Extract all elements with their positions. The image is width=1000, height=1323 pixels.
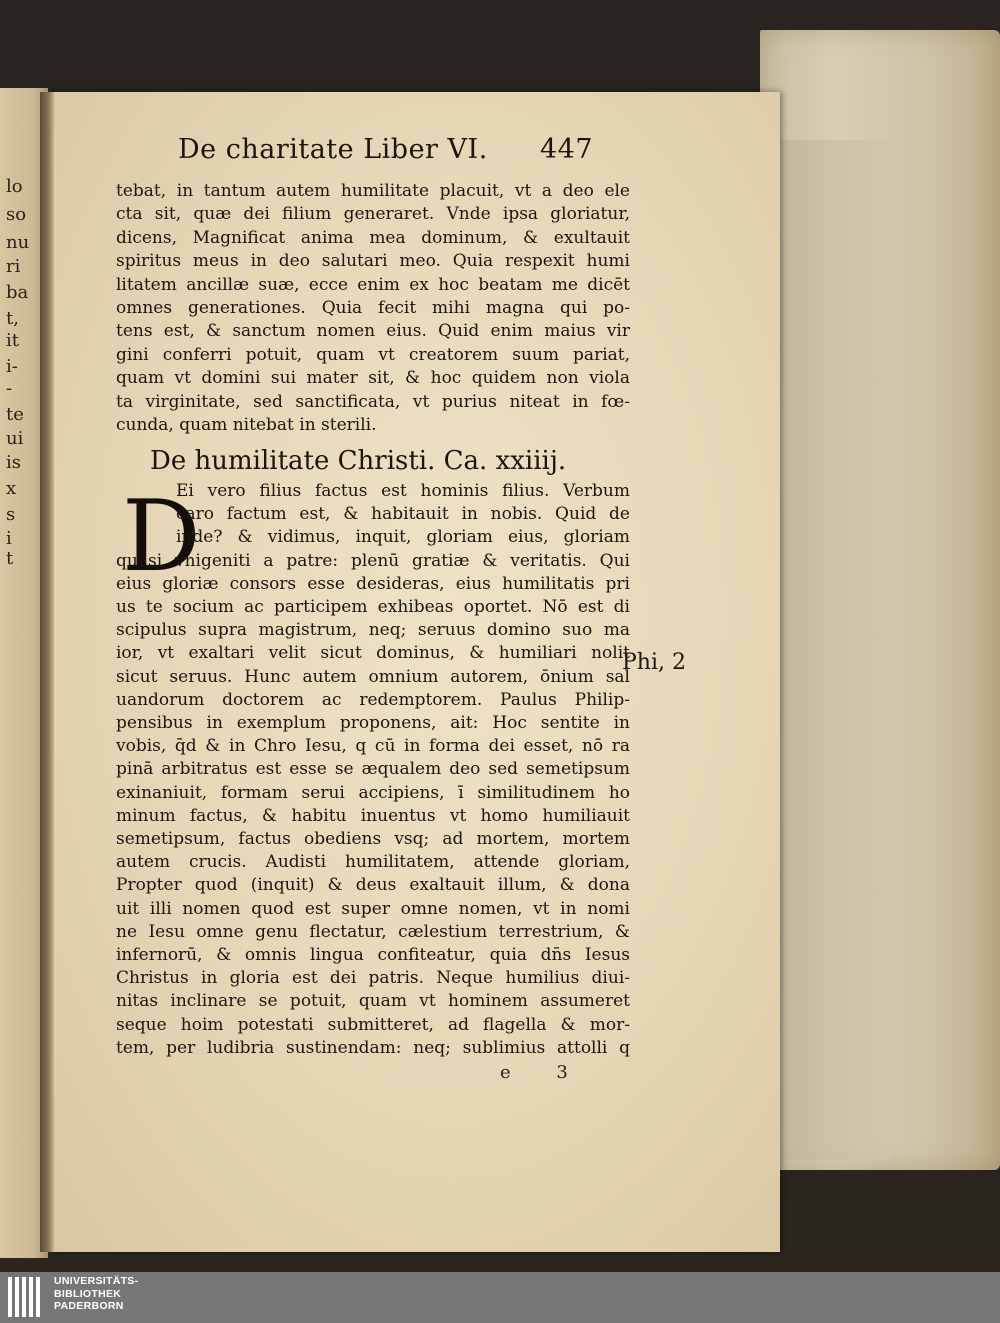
left-page-fragment: lo	[6, 176, 23, 197]
text-line: gini conferri potuit, quam vt creatorem suum pariat,	[116, 344, 630, 365]
left-page-fragment: it	[6, 330, 19, 351]
text-line: exinaniuit, formam serui accipiens, ī similitudinem ho	[116, 782, 630, 803]
left-page-fragment: te	[6, 404, 24, 425]
logo-line-1: UNIVERSITÄTS-	[54, 1275, 139, 1287]
running-header	[178, 134, 608, 165]
library-logo-icon	[8, 1277, 48, 1317]
marginal-reference: Phi, 2	[622, 650, 686, 675]
logo-line-3: PADERBORN	[54, 1300, 124, 1312]
folio-number: 447	[540, 134, 594, 165]
text-line: Christus in gloria est dei patris. Neque humilius diui-	[116, 968, 630, 989]
lower-text-block	[116, 480, 630, 1060]
text-line: nitas inclinare se potuit, quam vt hominem assumeret	[116, 991, 630, 1012]
left-page-fragment: is	[6, 452, 21, 473]
text-line: eius gloriæ consors esse desideras, eius humilitatis pri	[116, 573, 630, 594]
text-line: ne Iesu omne genu flectatur, cælestium terrestrium, &	[116, 921, 630, 942]
signature-mark: e 3	[500, 1062, 588, 1083]
text-line: scipulus supra magistrum, neq; seruus domino suo ma	[116, 620, 630, 641]
text-line: uandorum doctorem ac redemptorem. Paulus Philip-	[116, 689, 630, 710]
drop-cap-initial: D	[122, 480, 201, 594]
left-page-fragment: so	[6, 204, 27, 225]
left-page-fragment: ui	[6, 428, 24, 449]
running-title: De charitate Liber VI.	[178, 134, 488, 165]
text-line: dicens, Magnificat anima mea dominum, & exultauit	[116, 227, 630, 248]
logo-line-2: BIBLIOTHEK	[54, 1287, 122, 1300]
left-page-fragment: t,	[6, 308, 19, 329]
text-line: ior, vt exaltari velit sicut dominus, & humiliari nolit	[116, 643, 630, 664]
chapter-heading: De humilitate Christi. Ca. xxiiij.	[150, 446, 567, 476]
text-line: ta virginitate, sed sanctificata, vt purius niteat in fœ-	[116, 391, 630, 412]
left-page-fragment: s	[6, 504, 16, 525]
text-line: seque hoim potestati submitteret, ad flagella & mor-	[116, 1014, 630, 1035]
upper-text-block	[116, 180, 630, 437]
text-line: Ei vero filius factus est hominis filius. Verbum	[176, 481, 630, 501]
text-line: omnes generationes. Quia fecit mihi magna qui po-	[116, 298, 630, 319]
text-line: tebat, in tantum autem humilitate placuit, vt a deo ele	[116, 181, 630, 201]
text-line: quam vt domini sui mater sit, & hoc quidem non viola	[116, 368, 630, 389]
left-page-fragment: x	[6, 478, 17, 499]
left-page-fragment: t	[6, 548, 14, 569]
text-line: cta sit, quæ dei filium generaret. Vnde ipsa gloriatur,	[116, 204, 630, 225]
left-page-fragment: i-	[6, 356, 18, 377]
text-line: sicut seruus. Hunc autem omnium autorem, ōnium sal	[116, 666, 630, 687]
text-line: semetipsum, factus obediens vsq; ad mortem, mortem	[116, 829, 630, 850]
text-line: caro factum est, & habitauit in nobis. Quid de	[176, 504, 630, 525]
book-gutter	[40, 92, 54, 1252]
left-page-fragment: ba	[6, 282, 29, 303]
left-page-fragment: ri	[6, 256, 21, 277]
text-line: Propter quod (inquit) & deus exaltauit illum, & dona	[116, 875, 630, 896]
text-line: vobis, q̄d & in Chro Iesu, q cū in forma dei esset, nō ra	[116, 736, 630, 757]
text-line: uit illi nomen quod est super omne nomen, vt in nomi	[116, 898, 630, 919]
text-line: tem, per ludibria sustinendam: neq; sublimius attolli q	[116, 1037, 630, 1058]
text-line: quasi vnigeniti a patre: plenū gratiæ & veritatis. Qui	[116, 550, 630, 571]
left-page-fragment: nu	[6, 232, 30, 253]
text-line: autem crucis. Audisti humilitatem, attende gloriam,	[116, 852, 630, 873]
text-line: cunda, quam nitebat in sterili.	[116, 415, 377, 436]
text-line: litatem ancillæ suæ, ecce enim ex hoc beatam me dicēt	[116, 274, 630, 295]
text-line: minum factus, & habitu inuentus vt homo humiliauit	[116, 805, 630, 826]
text-line: inde? & vidimus, inquit, gloriam eius, gloriam	[176, 527, 630, 548]
vellum-cover-shadow	[770, 140, 890, 1160]
text-line: pensibus in exemplum proponens, ait: Hoc sentite in	[116, 713, 630, 734]
left-page-fragment: i	[6, 528, 12, 549]
text-line: spiritus meus in deo salutari meo. Quia respexit humi	[116, 251, 630, 272]
text-line: us te socium ac participem exhibeas oportet. Nō est di	[116, 597, 630, 618]
text-line: tens est, & sanctum nomen eius. Quid enim maius vir	[116, 321, 630, 342]
left-page-fragment: -	[6, 378, 13, 399]
text-line: pinā arbitratus est esse se æqualem deo sed semetipsum	[116, 759, 630, 780]
library-logo-text	[54, 1275, 138, 1313]
text-line: infernorū, & omnis lingua confiteatur, quia dn̄s Iesus	[116, 945, 630, 966]
library-footer-bar	[0, 1272, 1000, 1323]
